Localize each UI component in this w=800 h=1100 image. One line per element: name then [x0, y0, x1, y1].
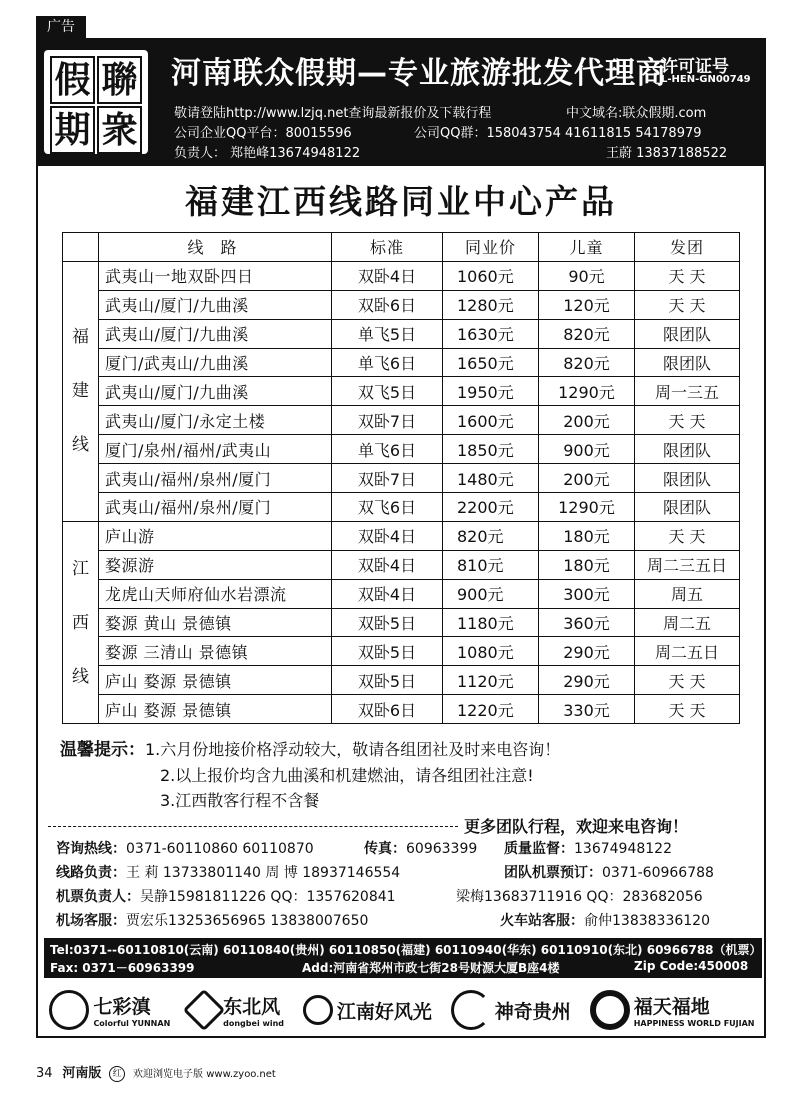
agency-title: 河南联众假期—专业旅游批发代理商 — [171, 56, 667, 91]
departure-cell: 周二三五日 — [635, 550, 740, 579]
table-row — [63, 493, 740, 522]
footer-address: Add:河南省郑州市政七街28号财源大厦B座4楼 — [302, 961, 560, 975]
col-header-child: 儿童 — [539, 233, 635, 262]
hotline-label: 咨询热线： — [56, 841, 126, 857]
agency-header — [36, 38, 766, 166]
qq-platform: 公司企业QQ平台：80015596 — [174, 126, 352, 141]
standard-cell: 双卧6日 — [332, 290, 443, 319]
standard-cell: 双卧4日 — [332, 521, 443, 550]
region-label — [63, 521, 99, 723]
table-row — [63, 261, 740, 290]
child-price-cell: 290元 — [539, 637, 635, 666]
departure-cell: 限团队 — [635, 319, 740, 348]
table-row — [63, 579, 740, 608]
tips — [60, 737, 560, 813]
airport-contact: 贾宏乐13253656965 13838007650 — [126, 913, 369, 929]
website-slogan: 欢迎浏览电子版 www.zyoo.net — [133, 1069, 276, 1080]
route-cell: 武夷山/厦门/永定土楼 — [99, 406, 332, 435]
agency-logo — [44, 50, 148, 154]
route-cell: 武夷山/福州/泉州/厦门 — [99, 493, 332, 522]
region-char: 西 — [72, 612, 89, 633]
child-price-cell: 360元 — [539, 608, 635, 637]
partner-name: 江南好风光 — [336, 1000, 432, 1023]
price-cell: 1650元 — [443, 348, 539, 377]
partner-logo — [590, 990, 755, 1030]
page-number: 34 — [36, 1066, 53, 1081]
child-price-cell: 180元 — [539, 521, 635, 550]
contact-line-2 — [56, 862, 400, 882]
station-number: 俞仲13838336120 — [584, 913, 710, 929]
partner-emblem-icon — [183, 989, 225, 1031]
divider — [48, 826, 458, 827]
logo-char: 期 — [50, 106, 95, 154]
fax-label: 传真： — [364, 841, 406, 857]
logo-char: 衆 — [97, 106, 142, 154]
table-row — [63, 348, 740, 377]
price-cell: 2200元 — [443, 493, 539, 522]
departure-cell: 周一三五 — [635, 377, 740, 406]
group-ticket-contact — [504, 862, 714, 882]
route-cell: 庐山游 — [99, 521, 332, 550]
departure-cell: 限团队 — [635, 493, 740, 522]
price-cell: 1850元 — [443, 435, 539, 464]
standard-cell: 双卧6日 — [332, 695, 443, 724]
route-label: 线路负责： — [56, 865, 126, 881]
footer-fax: Fax: 0371－60963399 — [50, 961, 195, 975]
route-cell: 厦门/武夷山/九曲溪 — [99, 348, 332, 377]
partner-name: 神奇贵州 — [494, 1000, 571, 1023]
website-line — [174, 102, 707, 121]
partner-name: 七彩滇 — [93, 996, 151, 1018]
departure-cell: 天 天 — [635, 406, 740, 435]
license-number: L-HEN-GN00749 — [661, 74, 751, 85]
partner-emblem-icon — [49, 990, 89, 1030]
child-price-cell: 90元 — [539, 261, 635, 290]
standard-cell: 双卧5日 — [332, 666, 443, 695]
route-cell: 武夷山/厦门/九曲溪 — [99, 290, 332, 319]
standard-cell: 单飞6日 — [332, 435, 443, 464]
standard-cell: 单飞6日 — [332, 348, 443, 377]
table-row — [63, 550, 740, 579]
departure-cell: 限团队 — [635, 348, 740, 377]
standard-cell: 单飞5日 — [332, 319, 443, 348]
airport-label: 机场客服： — [56, 913, 126, 929]
price-table — [62, 232, 739, 724]
col-header-route: 线 路 — [99, 233, 332, 262]
manager-line — [174, 142, 728, 161]
qq-group: 公司QQ群：158043754 41611815 54178979 — [414, 126, 702, 141]
route-cell: 婺源 黄山 景德镇 — [99, 608, 332, 637]
child-price-cell: 180元 — [539, 550, 635, 579]
departure-cell: 天 天 — [635, 290, 740, 319]
ticket-label: 机票负责人： — [56, 889, 140, 905]
ticket-contact: 吴静15981811226 QQ：1357620841 — [140, 889, 396, 905]
table-row — [63, 637, 740, 666]
route-cell: 龙虎山天师府仙水岩漂流 — [99, 579, 332, 608]
route-cell: 庐山 婺源 景德镇 — [99, 666, 332, 695]
standard-cell: 双卧4日 — [332, 261, 443, 290]
partner-logo — [189, 992, 284, 1028]
table-header-row — [63, 233, 740, 262]
child-price-cell: 1290元 — [539, 493, 635, 522]
child-price-cell: 330元 — [539, 695, 635, 724]
station-contact — [500, 910, 710, 930]
table-row — [63, 666, 740, 695]
group-ticket-label: 团队机票预订： — [504, 865, 602, 881]
contact-line-3 — [56, 886, 396, 906]
child-price-cell: 900元 — [539, 435, 635, 464]
standard-cell: 双卧7日 — [332, 406, 443, 435]
logo-char: 聯 — [97, 56, 142, 104]
tip-item: 3.江西散客行程不含餐 — [160, 791, 320, 810]
standard-cell: 双飞5日 — [332, 377, 443, 406]
departure-cell: 天 天 — [635, 666, 740, 695]
license-label: 许可证号 — [661, 57, 729, 77]
price-cell: 1220元 — [443, 695, 539, 724]
partner-logo — [451, 990, 571, 1030]
price-cell: 1060元 — [443, 261, 539, 290]
child-price-cell: 820元 — [539, 319, 635, 348]
child-price-cell: 300元 — [539, 579, 635, 608]
departure-cell: 天 天 — [635, 521, 740, 550]
price-cell: 1480元 — [443, 464, 539, 493]
qq-line — [174, 122, 702, 141]
region-char: 福 — [72, 327, 89, 348]
child-price-cell: 200元 — [539, 464, 635, 493]
more-groups-note: 更多团队行程，欢迎来电咨询！ — [464, 817, 689, 836]
price-cell: 1600元 — [443, 406, 539, 435]
standard-cell: 双卧7日 — [332, 464, 443, 493]
child-price-cell: 120元 — [539, 290, 635, 319]
table-row — [63, 319, 740, 348]
partner-logo — [303, 995, 432, 1025]
table-row — [63, 608, 740, 637]
tips-label: 温馨提示： — [60, 740, 145, 760]
station-label: 火车站客服： — [500, 913, 584, 929]
qc-number: 13674948122 — [574, 841, 672, 857]
child-price-cell: 200元 — [539, 406, 635, 435]
website-text: 敬请登陆http://www.lzjq.net查询最新报价及下载行程 — [174, 106, 492, 121]
manager: 负责人： 郑艳峰13674948122 — [174, 146, 361, 161]
badge-icon: 红 — [109, 1066, 125, 1082]
region-char: 线 — [72, 666, 89, 687]
table-row — [63, 521, 740, 550]
route-cell: 婺源 三清山 景德镇 — [99, 637, 332, 666]
partner-emblem-icon — [303, 995, 333, 1025]
child-price-cell: 820元 — [539, 348, 635, 377]
contact-line-1 — [56, 838, 314, 858]
edition: 河南版 — [62, 1066, 102, 1081]
partner-name: 福天福地 — [633, 996, 710, 1018]
hotline: 0371-60110860 60110870 — [126, 841, 314, 857]
table-body — [63, 261, 740, 723]
standard-cell: 双卧4日 — [332, 550, 443, 579]
tip-item: 1.六月份地接价格浮动较大，敬请各组团社及时来电咨询！ — [145, 740, 561, 759]
partner-name: 东北风 — [223, 996, 281, 1018]
price-cell: 900元 — [443, 579, 539, 608]
price-cell: 1180元 — [443, 608, 539, 637]
route-cell: 武夷山一地双卧四日 — [99, 261, 332, 290]
tip-item: 2.以上报价均含九曲溪和机建燃油，请各组团社注意! — [160, 766, 534, 785]
price-cell: 810元 — [443, 550, 539, 579]
domain-name: 中文域名:联众假期.com — [566, 106, 707, 121]
col-header-departure: 发团 — [635, 233, 740, 262]
region-label — [63, 261, 99, 521]
table-row — [63, 290, 740, 319]
group-ticket-number: 0371-60966788 — [602, 865, 714, 881]
partner-emblem-icon — [590, 990, 630, 1030]
price-cell: 820元 — [443, 521, 539, 550]
manager2: 王蔚 13837188522 — [606, 146, 728, 161]
col-header-standard: 标准 — [332, 233, 443, 262]
price-cell: 1080元 — [443, 637, 539, 666]
standard-cell: 双卧5日 — [332, 637, 443, 666]
price-cell: 1630元 — [443, 319, 539, 348]
ad-tag: 广告 — [36, 16, 86, 38]
partner-logos — [40, 982, 764, 1038]
standard-cell: 双卧4日 — [332, 579, 443, 608]
footer-tel: Tel:0371--60110810(云南) 60110840(贵州) 60110850(福建) 60110940(华东) 60110910(东北) 60966788（机票） — [50, 943, 762, 957]
footer-bar — [44, 938, 762, 978]
contact-line-4 — [56, 910, 368, 930]
ticket-contact-2: 梁梅13683711916 QQ：283682056 — [456, 889, 703, 905]
route-cell: 婺源游 — [99, 550, 332, 579]
region-char: 江 — [72, 558, 89, 579]
route-contacts: 王 莉 13733801140 周 博 18937146554 — [126, 865, 401, 881]
price-cell: 1280元 — [443, 290, 539, 319]
partner-name-en: dongbei wind — [223, 1019, 285, 1028]
price-cell: 1120元 — [443, 666, 539, 695]
route-cell: 武夷山/厦门/九曲溪 — [99, 377, 332, 406]
logo-char: 假 — [50, 56, 95, 104]
child-price-cell: 290元 — [539, 666, 635, 695]
region-header — [63, 233, 99, 262]
departure-cell: 周二五 — [635, 608, 740, 637]
route-cell: 庐山 婺源 景德镇 — [99, 695, 332, 724]
col-header-price: 同业价 — [443, 233, 539, 262]
qc-contact — [504, 838, 672, 858]
fax-contact — [364, 838, 477, 858]
fax-number: 60963399 — [406, 841, 478, 857]
table-row — [63, 435, 740, 464]
partner-name-en: Colorful YUNNAN — [93, 1019, 171, 1028]
qc-label: 质量监督： — [504, 841, 574, 857]
main-title: 福建江西线路同业中心产品 — [185, 182, 617, 221]
route-cell: 武夷山/厦门/九曲溪 — [99, 319, 332, 348]
table-row — [63, 464, 740, 493]
route-cell: 武夷山/福州/泉州/厦门 — [99, 464, 332, 493]
departure-cell: 限团队 — [635, 435, 740, 464]
price-cell: 1950元 — [443, 377, 539, 406]
departure-cell: 周二五日 — [635, 637, 740, 666]
region-char: 建 — [72, 381, 89, 402]
departure-cell: 天 天 — [635, 695, 740, 724]
child-price-cell: 1290元 — [539, 377, 635, 406]
departure-cell: 周五 — [635, 579, 740, 608]
table-row — [63, 406, 740, 435]
region-char: 线 — [72, 435, 89, 456]
footer-zip: Zip Code:450008 — [634, 959, 749, 973]
partner-name-en: HAPPINESS WORLD FUJIAN — [633, 1019, 755, 1028]
partner-logo — [49, 990, 170, 1030]
table-row — [63, 377, 740, 406]
partner-emblem-icon — [451, 990, 491, 1030]
departure-cell: 限团队 — [635, 464, 740, 493]
route-cell: 厦门/泉州/福州/武夷山 — [99, 435, 332, 464]
standard-cell: 双飞6日 — [332, 493, 443, 522]
page-footer — [36, 1062, 276, 1082]
standard-cell: 双卧5日 — [332, 608, 443, 637]
table-row — [63, 695, 740, 724]
departure-cell: 天 天 — [635, 261, 740, 290]
